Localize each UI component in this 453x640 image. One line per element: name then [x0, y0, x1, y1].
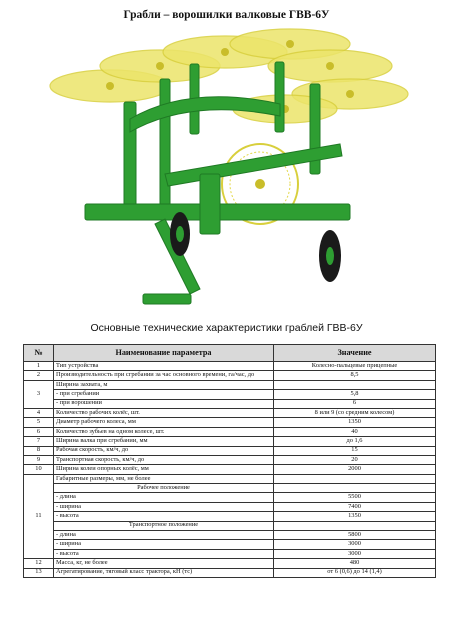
row-value: 20 — [274, 455, 436, 464]
table-row — [24, 521, 436, 530]
support-wheels — [170, 212, 341, 282]
row-value: 3000 — [274, 549, 436, 558]
table-row — [24, 455, 436, 464]
row-number: 13 — [24, 568, 54, 577]
rake-illustration — [40, 24, 420, 319]
header-num: № — [24, 345, 54, 362]
row-parameter: - высота — [54, 512, 274, 521]
row-value: Колесно-пальцевые прицепные — [274, 362, 436, 371]
row-parameter: Масса, кг, не более — [54, 559, 274, 568]
row-value: 2000 — [274, 465, 436, 474]
row-value: 5500 — [274, 493, 436, 502]
table-row — [24, 399, 436, 408]
row-value: 3000 — [274, 540, 436, 549]
row-parameter: Агрегатирование, тяговый класс трактора, кН (тс) — [54, 568, 274, 577]
row-value: от 6 (0,6) до 14 (1,4) — [274, 568, 436, 577]
row-value: 8,5 — [274, 371, 436, 380]
table-row — [24, 512, 436, 521]
row-number: 3 — [24, 380, 54, 408]
table-row — [24, 559, 436, 568]
row-value: 6 — [274, 399, 436, 408]
row-number: 9 — [24, 455, 54, 464]
table-header-row — [24, 345, 436, 362]
table-row — [24, 502, 436, 511]
table-row — [24, 380, 436, 389]
table-row — [24, 408, 436, 417]
row-parameter: - ширина — [54, 502, 274, 511]
row-parameter: Ширина колеи опорных колёс, мм — [54, 465, 274, 474]
row-parameter: Ширина валка при сгребании, мм — [54, 437, 274, 446]
row-parameter: Транспортная скорость, км/ч, до — [54, 455, 274, 464]
row-parameter: Производительность при сгребании за час основного времени, га/час, до — [54, 371, 274, 380]
table-caption: Основные технические характеристики граблей ГВВ-6У — [90, 322, 363, 334]
row-number: 12 — [24, 559, 54, 568]
row-value: 15 — [274, 446, 436, 455]
row-value: 1350 — [274, 418, 436, 427]
row-number: 7 — [24, 437, 54, 446]
table-row — [24, 531, 436, 540]
row-parameter: - при сгребании — [54, 390, 274, 399]
row-parameter: Ширина захвата, м — [54, 380, 274, 389]
table-row — [24, 418, 436, 427]
spec-table — [23, 344, 436, 578]
row-value: 40 — [274, 427, 436, 436]
row-parameter: Количество рабочих колёс, шт. — [54, 408, 274, 417]
row-number: 6 — [24, 427, 54, 436]
table-row — [24, 540, 436, 549]
row-number: 10 — [24, 465, 54, 474]
row-number: 1 — [24, 362, 54, 371]
table-row — [24, 427, 436, 436]
header-param: Наименование параметра — [54, 345, 274, 362]
header-value: Значение — [274, 345, 436, 362]
row-value: 480 — [274, 559, 436, 568]
row-value: до 1,6 — [274, 437, 436, 446]
row-value: 5800 — [274, 531, 436, 540]
row-value — [274, 484, 436, 493]
row-number: 2 — [24, 371, 54, 380]
row-parameter: - длина — [54, 493, 274, 502]
row-parameter: Тип устройства — [54, 362, 274, 371]
row-value — [274, 474, 436, 483]
row-value: 8 или 9 (со средним колесом) — [274, 408, 436, 417]
row-parameter: - высота — [54, 549, 274, 558]
row-parameter: Диаметр рабочего колеса, мм — [54, 418, 274, 427]
table-row — [24, 568, 436, 577]
row-parameter: Транспортное положение — [54, 521, 274, 530]
row-parameter: Габаритные размеры, мм, не более — [54, 474, 274, 483]
table-row — [24, 371, 436, 380]
table-row — [24, 493, 436, 502]
row-parameter: Рабочая скорость, км/ч, до — [54, 446, 274, 455]
row-number: 4 — [24, 408, 54, 417]
row-number: 8 — [24, 446, 54, 455]
row-number: 5 — [24, 418, 54, 427]
row-parameter: - длина — [54, 531, 274, 540]
row-value — [274, 380, 436, 389]
page-title: Грабли – ворошилки валковые ГВВ-6У — [123, 9, 330, 21]
table-row — [24, 390, 436, 399]
table-row — [24, 549, 436, 558]
table-row — [24, 437, 436, 446]
row-number: 11 — [24, 474, 54, 559]
row-value: 7400 — [274, 502, 436, 511]
table-row — [24, 484, 436, 493]
table-row — [24, 446, 436, 455]
row-parameter: Количество зубьев на одном колесе, шт. — [54, 427, 274, 436]
table-row — [24, 362, 436, 371]
row-value: 5,8 — [274, 390, 436, 399]
row-parameter: - при ворошении — [54, 399, 274, 408]
row-value: 1350 — [274, 512, 436, 521]
row-parameter: Рабочее положение — [54, 484, 274, 493]
table-row — [24, 465, 436, 474]
table-row — [24, 474, 436, 483]
row-value — [274, 521, 436, 530]
row-parameter: - ширина — [54, 540, 274, 549]
